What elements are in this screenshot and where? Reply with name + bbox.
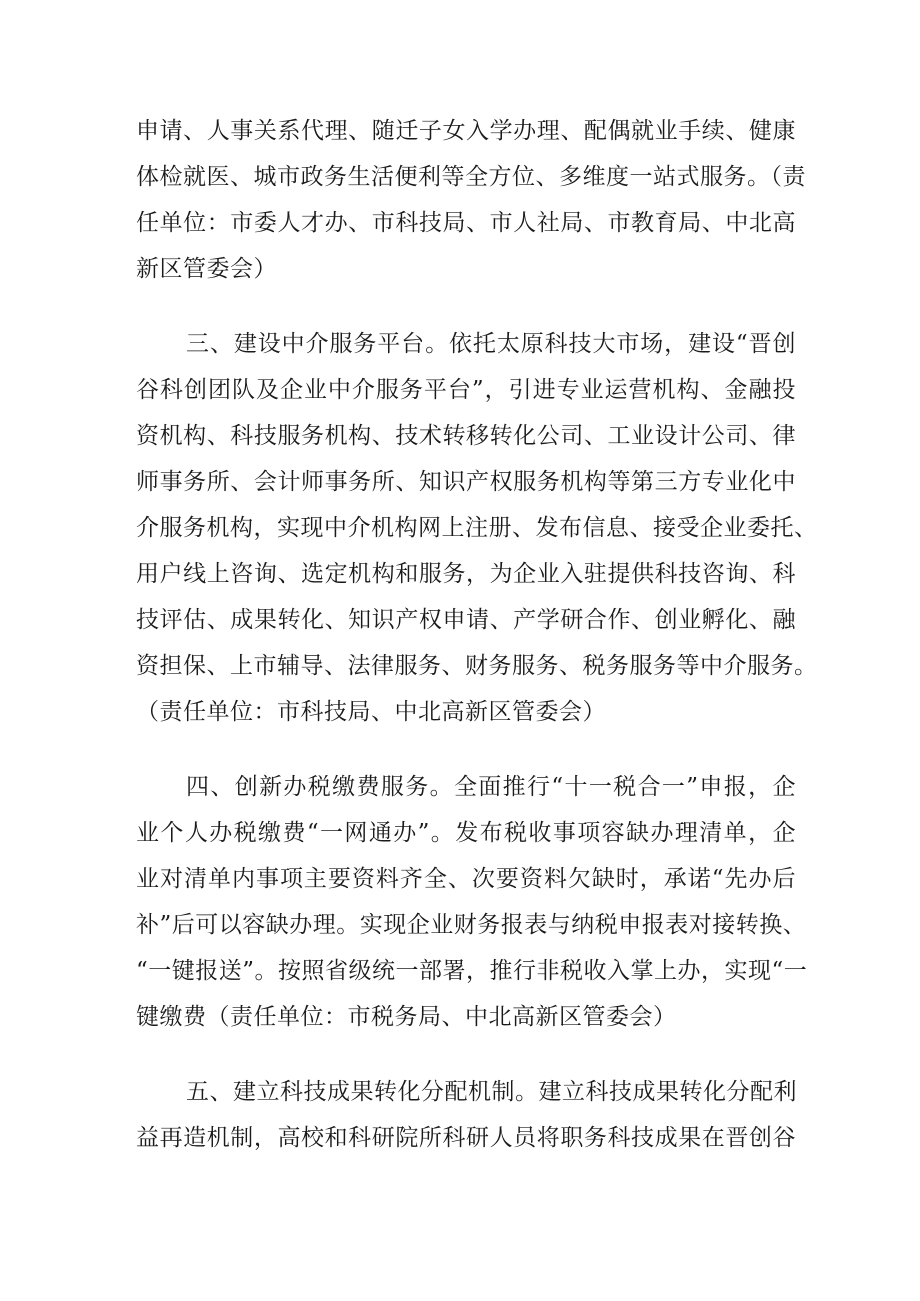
text-line: 业个人办税缴费“一网通办”。发布税收事项容缺办理清单，企	[136, 820, 796, 846]
text-line: 体检就医、城市政务生活便利等全方位、多维度一站式服务。（责	[136, 164, 806, 190]
text-line: 资担保、上市辅导、法律服务、财务服务、税务服务等中介服务。	[136, 653, 818, 679]
text-line: 介服务机构，实现中介机构网上注册、发布信息、接受企业委托、	[136, 515, 818, 541]
text-line: 师事务所、会计师事务所、知识产权服务机构等第三方专业化中	[136, 469, 796, 495]
text-line: 技评估、成果转化、知识产权申请、产学研合作、创业孵化、融	[136, 607, 796, 633]
text-line: “一键报送”。按照省级统一部署，推行非税收入掌上办，实现“一	[136, 958, 808, 984]
text-line: 申请、人事关系代理、随迁子女入学办理、配偶就业手续、健康	[136, 118, 796, 144]
text-line: 用户线上咨询、选定机构和服务，为企业入驻提供科技咨询、科	[136, 561, 796, 587]
text-line: 谷科创团队及企业中介服务平台”，引进专业运营机构、金融投	[136, 377, 796, 403]
text-line: 键缴费（责任单位：市税务局、中北高新区管委会）	[136, 1004, 677, 1030]
text-line: 新区管委会）	[136, 256, 277, 282]
text-line: 三、建设中介服务平台。依托太原科技大市场，建设“晋创	[186, 331, 796, 357]
text-line: 益再造机制，高校和科研院所科研人员将职务科技成果在晋创谷	[136, 1125, 796, 1151]
text-line: 资机构、科技服务机构、技术转移转化公司、工业设计公司、律	[136, 423, 796, 449]
text-line: （责任单位：市科技局、中北高新区管委会）	[136, 699, 606, 725]
text-line: 四、创新办税缴费服务。全面推行“十一税合一”申报，企	[186, 774, 796, 800]
text-line: 补”后可以容缺办理。实现企业财务报表与纳税申报表对接转换、	[136, 912, 807, 938]
text-line: 五、建立科技成果转化分配机制。建立科技成果转化分配利	[186, 1079, 797, 1105]
text-line: 业对清单内事项主要资料齐全、次要资料欠缺时，承诺“先办后	[136, 866, 796, 892]
text-line: 任单位：市委人才办、市科技局、市人社局、市教育局、中北高	[136, 210, 796, 236]
